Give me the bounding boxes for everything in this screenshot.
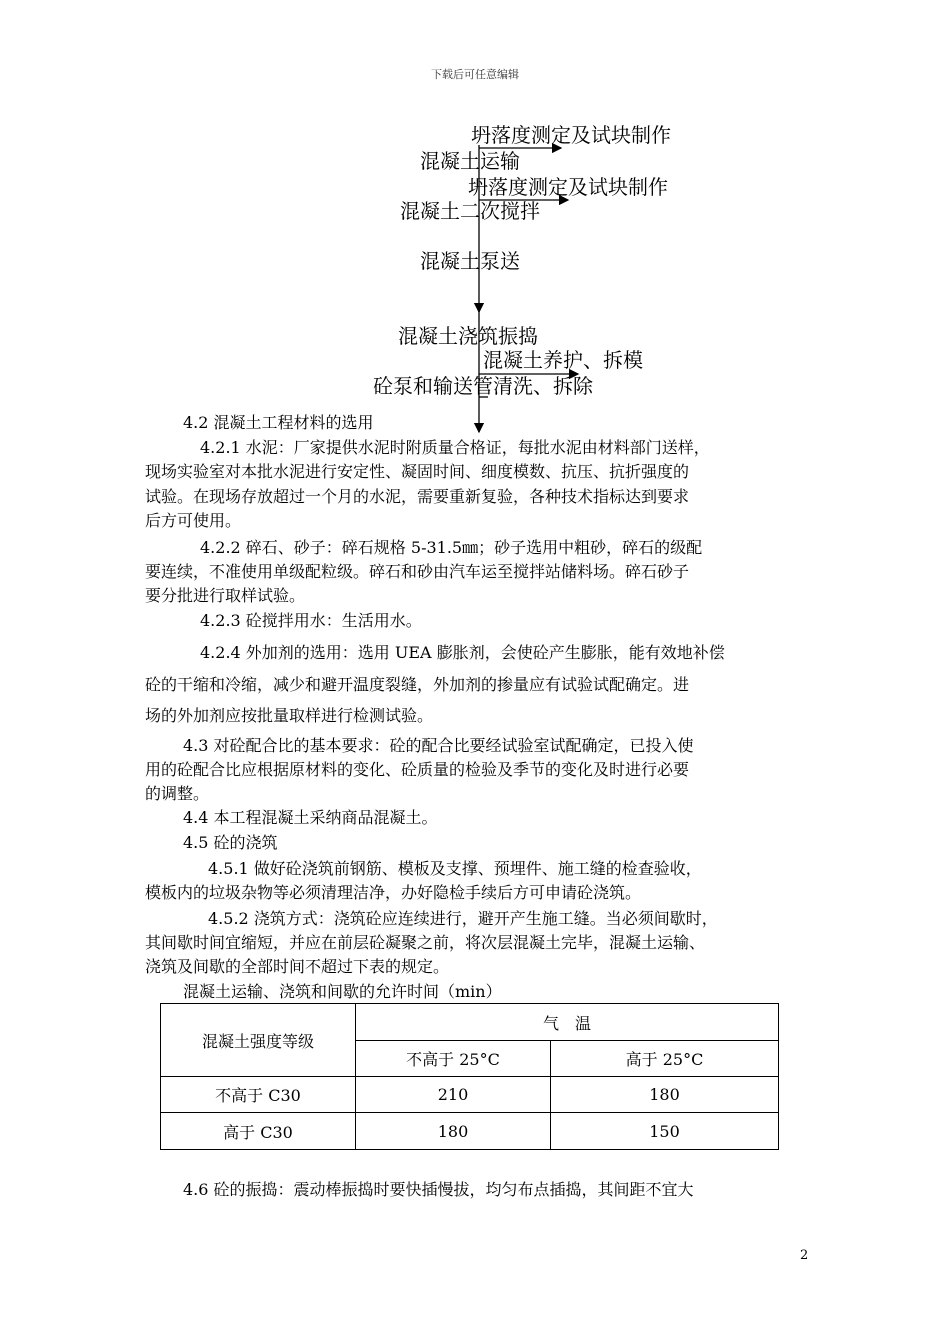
body-text-line: 4.5.2 浇筑方式：浇筑砼应连续进行，避开产生施工缝。当必须间歇时， — [208, 909, 718, 928]
body-text-line: 场的外加剂应按批量取样进行检测试验。 — [145, 706, 434, 725]
table-cell: 高于 C30 — [161, 1113, 356, 1150]
table-cell: 150 — [551, 1113, 779, 1150]
section-heading-4-4: 4.4 本工程混凝土采纳商品混凝土。 — [183, 808, 438, 827]
flow-step-pumping: 混凝土泵送 — [420, 249, 520, 273]
table-row-header: 混凝土强度等级 — [161, 1004, 356, 1077]
flow-step-curing: 混凝土养护、拆模 — [483, 348, 643, 372]
section-heading-4-6: 4.6 砼的振捣：震动棒振捣时要快插慢拔，均匀布点插捣，其间距不宜大 — [183, 1180, 694, 1199]
body-text-line: 的调整。 — [145, 784, 210, 803]
section-heading-4-5: 4.5 砼的浇筑 — [183, 833, 278, 852]
flow-step-remix: 混凝土二次搅拌 — [400, 199, 540, 223]
body-text-line: 要分批进行取样试验。 — [145, 586, 306, 605]
table-group-header: 气 温 — [356, 1004, 779, 1041]
table-row — [161, 1113, 779, 1150]
table-col-header: 不高于 25°C — [356, 1041, 551, 1077]
body-text-line: 砼的干缩和冷缩，减少和避开温度裂缝，外加剂的掺量应有试验试配确定。进 — [145, 675, 690, 694]
body-text-line: 后方可使用。 — [145, 511, 242, 530]
section-heading-4-2: 4.2 混凝土工程材料的选用 — [183, 413, 374, 432]
section-heading-4-3: 4.3 对砼配合比的基本要求：砼的配合比要经试验室试配确定，已投入使 — [183, 736, 694, 755]
body-text-line: 4.2.1 水泥：厂家提供水泥时附质量合格证，每批水泥由材料部门送样， — [200, 438, 710, 457]
page-number: 2 — [800, 1248, 809, 1263]
body-text-line: 4.2.3 砼搅拌用水：生活用水。 — [200, 611, 422, 630]
flow-step-pouring: 混凝土浇筑振捣 — [398, 324, 538, 348]
flow-step-transport: 混凝土运输 — [420, 149, 520, 173]
body-text-line: 4.2.4 外加剂的选用：选用 UEA 膨胀剂，会使砼产生膨胀，能有效地补偿 — [200, 643, 725, 662]
flow-step-slump-test-2: 坍落度测定及试块制作 — [468, 175, 668, 199]
body-text-line: 要连续，不准使用单级配粒级。碎石和砂由汽车运至搅拌站储料场。碎石砂子 — [145, 562, 690, 581]
table-cell: 180 — [356, 1113, 551, 1150]
allowed-time-table — [160, 1003, 779, 1150]
body-text-line: 现场实验室对本批水泥进行安定性、凝固时间、细度模数、抗压、抗折强度的 — [145, 462, 690, 481]
body-text-line: 浇筑及间歇的全部时间不超过下表的规定。 — [145, 957, 450, 976]
table-caption: 混凝土运输、浇筑和间歇的允许时间（min） — [183, 982, 502, 1001]
page-header: 下载后可任意编辑 — [431, 68, 519, 81]
table-row — [161, 1077, 779, 1113]
table-cell: 180 — [551, 1077, 779, 1113]
body-text-line: 其间歇时间宜缩短，并应在前层砼凝聚之前，将次层混凝土完毕，混凝土运输、 — [145, 933, 706, 952]
body-text-line: 模板内的垃圾杂物等必须清理洁净，办好隐检手续后方可申请砼浇筑。 — [145, 883, 642, 902]
flow-step-cleaning: 砼泵和输送管清洗、拆除 — [373, 374, 593, 398]
body-text-line: 试验。在现场存放超过一个月的水泥，需要重新复验，各种技术指标达到要求 — [145, 487, 690, 506]
table-cell: 210 — [356, 1077, 551, 1113]
table-cell: 不高于 C30 — [161, 1077, 356, 1113]
flow-step-slump-test-1: 坍落度测定及试块制作 — [471, 123, 671, 147]
body-text-line: 4.5.1 做好砼浇筑前钢筋、模板及支撑、预埋件、施工缝的检查验收， — [208, 859, 702, 878]
table-col-header: 高于 25°C — [551, 1041, 779, 1077]
body-text-line: 4.2.2 碎石、砂子：碎石规格 5-31.5㎜；砂子选用中粗砂，碎石的级配 — [200, 538, 703, 557]
body-text-line: 用的砼配合比应根据原材料的变化、砼质量的检验及季节的变化及时进行必要 — [145, 760, 690, 779]
